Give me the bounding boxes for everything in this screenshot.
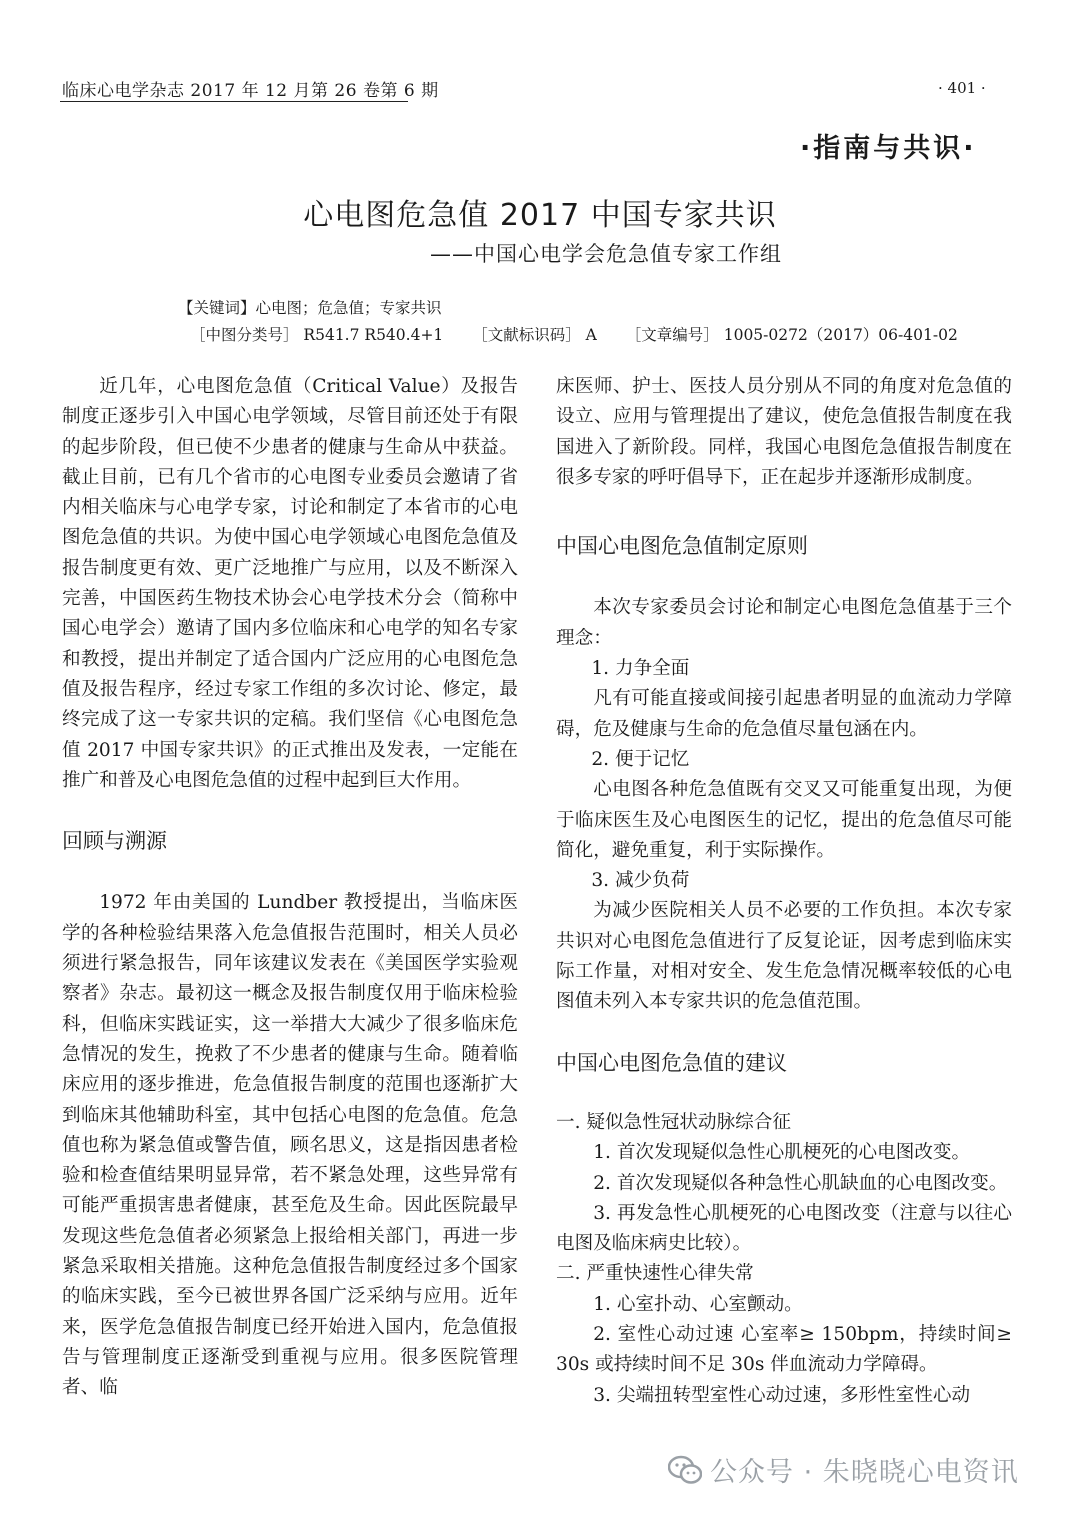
continuation-paragraph: 床医师、护士、医技人员分别从不同的角度对危急值的设立、应用与管理提出了建议，使危急值报告制度在我国进入了新阶段。同样，我国心电图危急值报告制度在很多专家的呼吁倡导下，正在起步并逐渐形成制度。 — [556, 376, 1012, 488]
section-heading-recommendations: 中国心电图危急值的建议 — [556, 1050, 787, 1075]
principle-1-title: 1. 力争全面 — [591, 658, 690, 680]
category-2-item: 3. 尖端扭转型室性心动过速，多形性室性心动 — [593, 1384, 971, 1406]
section-tag: ·指南与共识· — [800, 133, 977, 164]
category-1-title: 一. 疑似急性冠状动脉综合征 — [556, 1111, 791, 1133]
section-heading-principles: 中国心电图危急值制定原则 — [556, 534, 808, 559]
page-number: · 401 · — [938, 79, 986, 97]
category-1-item: 3. 再发急性心肌梗死的心电图改变（注意与以往心电图及临床病史比较）。 — [556, 1202, 1012, 1255]
category-2-item: 2. 室性心动过速 心室率≥ 150bpm，持续时间≥ 30s 或持续时间不足 30s 伴血流动力学障碍。 — [556, 1324, 1012, 1376]
right-column — [556, 372, 1012, 1411]
category-2-title: 二. 严重快速性心律失常 — [556, 1263, 754, 1285]
category-1-item: 1. 首次发现疑似急性心肌梗死的心电图改变。 — [593, 1142, 971, 1164]
principles-intro: 本次专家委员会讨论和制定心电图危急值基于三个理念： — [556, 597, 1012, 649]
journal-header: 临床心电学杂志 2017 年 12 月第 26 卷第 6 期 — [62, 81, 439, 101]
principle-2-title: 2. 便于记忆 — [591, 748, 690, 770]
history-paragraph: 1972 年由美国的 Lundber 教授提出，当临床医学的各种检验结果落入危急值报告范围时，相关人员必须进行紧急报告，同年该建议发表在《美国医学实验观察者》杂志。最初这一概念及报告制度仅用于临床检验科，但临床实践证实，这一举措大大减少了很多临床危急情况的发生，挽救了不少患者的健康与生命。随着临床应用的逐步推进，危急值报告制度的范围也逐渐扩大到临床其他辅助科室，其中包括心电图的危急值。危急值也称为紧急值或警告值，顾名思义，这是指因患者检验和检查值结果明显异常，若不紧急处理，这些异常有可能严重损害患者健康，甚至危及生命。因此医院最早发现这些危急值者必须紧急上报给相关部门，再进一步紧急采取相关措施。这种危急值报告制度经过多个国家的临床实践，至今已被世界各国广泛采纳与应用。近年来，医学危急值报告制度已经开始进入国内，危急值报告与管理制度正逐渐受到重视与应用。很多医院管理者、临 — [62, 892, 518, 1399]
clc-number: ［中图分类号］ R541.7 R540.4+1 — [190, 326, 444, 344]
principle-3-title: 3. 减少负荷 — [591, 870, 690, 892]
wechat-icon — [668, 1455, 702, 1492]
principle-3-text: 为减少医院相关人员不必要的工作负担。本次专家共识对心电图危急值进行了反复论证，因考虑到临床实际工作量，对相对安全、发生危急情况概率较低的心电图值未列入本专家共识的危急值范围。 — [556, 900, 1012, 1013]
section-heading-history: 回顾与溯源 — [62, 829, 167, 854]
category-2-item: 1. 心室扑动、心室颤动。 — [593, 1293, 803, 1315]
classification-info — [190, 323, 982, 345]
principle-1-text: 凡有可能直接或间接引起患者明显的血流动力学障碍，危及健康与生命的危急值尽量包涵在内。 — [556, 688, 1012, 740]
left-column — [62, 372, 518, 1404]
article-subtitle: ——中国心电学会危急值专家工作组 — [430, 242, 782, 266]
article-title: 心电图危急值 2017 中国专家共识 — [303, 198, 777, 233]
wechat-watermark — [668, 1450, 1019, 1492]
header-rule — [60, 101, 408, 102]
intro-paragraph: 近几年，心电图危急值（Critical Value）及报告制度正逐步引入中国心电学领域，尽管目前还处于有限的起步阶段，但已使不少患者的健康与生命从中获益。截止目前，已有几个省市的心电图专业委员会邀请了省内相关临床与心电学专家，讨论和制定了本省市的心电图危急值的共识。为使中国心电学领域心电图危急值及报告制度更有效、更广泛地推广与应用，以及不断深入完善，中国医药生物技术协会心电学技术分会（简称中国心电学会）邀请了国内多位临床和心电学的知名专家和教授，提出并制定了适合国内广泛应用的心电图危急值及报告程序，经过专家工作组的多次讨论、修定，最终完成了这一专家共识的定稿。我们坚信《心电图危急值 2017 中国专家共识》的正式推出及发表，一定能在推广和普及心电图危急值的过程中起到巨大作用。 — [62, 376, 518, 791]
article-number: ［文章编号］ 1005-0272（2017）06-401-02 — [625, 326, 958, 344]
watermark-text: 公众号 · 朱晓晓心电资讯 — [710, 1457, 1019, 1488]
principle-2-text: 心电图各种危急值既有交叉又可能重复出现，为便于临床医生及心电图医生的记忆，提出的危急值尽可能简化，避免重复，利于实际操作。 — [556, 779, 1012, 861]
document-code: ［文献标识码］ A — [472, 326, 597, 344]
keywords: 【关键词】心电图；危急值；专家共识 — [178, 299, 442, 317]
category-1-item: 2. 首次发现疑似各种急性心肌缺血的心电图改变。 — [593, 1172, 1008, 1194]
